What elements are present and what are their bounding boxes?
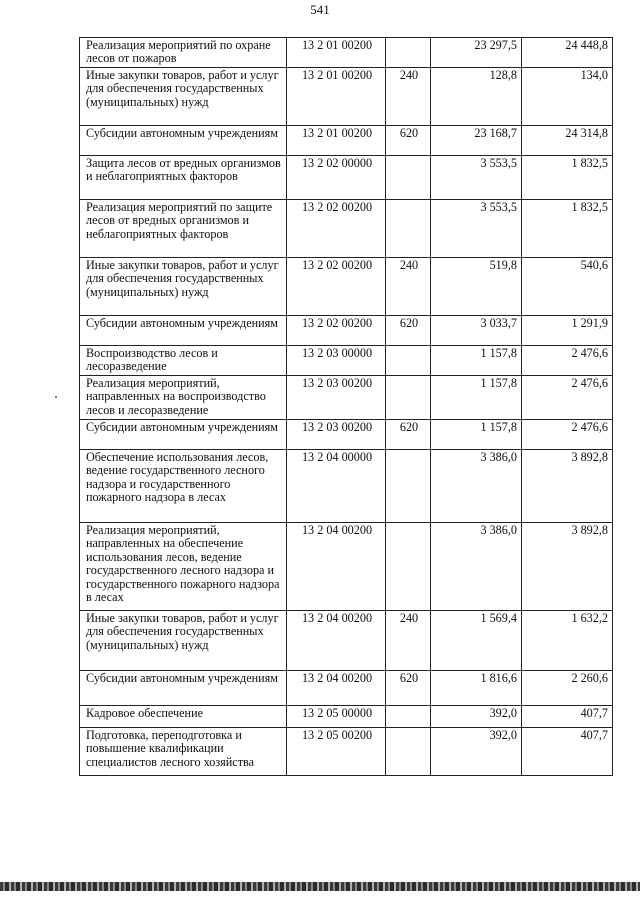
row-name: Реализация мероприятий, направленных на обеспечение использования лесов, ведение государственного лесного надзора и государственного пожарного надзора в лесах (80, 523, 287, 611)
row-expense-type: 620 (386, 316, 431, 346)
row-code: 13 2 03 00200 (287, 376, 386, 420)
row-expense-type: 240 (386, 68, 431, 126)
row-amount-1: 3 553,5 (431, 200, 522, 258)
row-name: Реализация мероприятий по охране лесов от пожаров (80, 38, 287, 68)
row-amount-1: 1 569,4 (431, 611, 522, 671)
row-amount-2: 407,7 (522, 706, 613, 728)
row-expense-type: 240 (386, 258, 431, 316)
table-row (80, 376, 613, 420)
row-name: Подготовка, переподготовка и повышение квалификации специалистов лесного хозяйства (80, 728, 287, 776)
row-expense-type: 240 (386, 611, 431, 671)
row-name: Субсидии автономным учреждениям (80, 126, 287, 156)
table-row (80, 450, 613, 523)
table-row (80, 671, 613, 706)
row-expense-type (386, 376, 431, 420)
row-expense-type (386, 450, 431, 523)
row-amount-1: 1 816,6 (431, 671, 522, 706)
row-name: Иные закупки товаров, работ и услуг для обеспечения государственных (муниципальных) нужд (80, 611, 287, 671)
row-expense-type (386, 728, 431, 776)
row-name: Иные закупки товаров, работ и услуг для обеспечения государственных (муниципальных) нужд (80, 68, 287, 126)
row-name: Иные закупки товаров, работ и услуг для обеспечения государственных (муниципальных) нужд (80, 258, 287, 316)
row-expense-type (386, 346, 431, 376)
row-amount-2: 3 892,8 (522, 450, 613, 523)
row-expense-type: 620 (386, 126, 431, 156)
row-amount-1: 128,8 (431, 68, 522, 126)
row-name: Защита лесов от вредных организмов и неблагоприятных факторов (80, 156, 287, 200)
row-code: 13 2 02 00200 (287, 258, 386, 316)
row-amount-2: 1 832,5 (522, 156, 613, 200)
row-code: 13 2 01 00200 (287, 38, 386, 68)
row-expense-type: 620 (386, 420, 431, 450)
row-name: Субсидии автономным учреждениям (80, 420, 287, 450)
row-name: Реализация мероприятий по защите лесов от вредных организмов и неблагоприятных факторов (80, 200, 287, 258)
row-amount-2: 2 476,6 (522, 346, 613, 376)
table-row (80, 38, 613, 68)
row-code: 13 2 05 00200 (287, 728, 386, 776)
table-row (80, 420, 613, 450)
row-amount-1: 3 386,0 (431, 523, 522, 611)
row-amount-2: 24 314,8 (522, 126, 613, 156)
row-amount-2: 407,7 (522, 728, 613, 776)
table-row (80, 706, 613, 728)
table-row (80, 156, 613, 200)
row-code: 13 2 04 00200 (287, 611, 386, 671)
row-code: 13 2 01 00200 (287, 126, 386, 156)
row-expense-type (386, 706, 431, 728)
table-row (80, 126, 613, 156)
row-expense-type (386, 38, 431, 68)
row-code: 13 2 03 00000 (287, 346, 386, 376)
row-amount-2: 134,0 (522, 68, 613, 126)
row-amount-2: 1 291,9 (522, 316, 613, 346)
row-amount-1: 1 157,8 (431, 376, 522, 420)
row-amount-1: 1 157,8 (431, 346, 522, 376)
row-amount-1: 392,0 (431, 706, 522, 728)
row-code: 13 2 04 00200 (287, 671, 386, 706)
page-number: 541 (310, 2, 330, 17)
budget-table (79, 37, 613, 776)
table-row (80, 346, 613, 376)
row-amount-1: 3 386,0 (431, 450, 522, 523)
row-code: 13 2 01 00200 (287, 68, 386, 126)
row-amount-2: 1 632,2 (522, 611, 613, 671)
table-row (80, 316, 613, 346)
row-code: 13 2 02 00000 (287, 156, 386, 200)
table-row (80, 728, 613, 776)
row-code: 13 2 03 00200 (287, 420, 386, 450)
row-amount-2: 2 476,6 (522, 420, 613, 450)
row-amount-2: 3 892,8 (522, 523, 613, 611)
row-name: Субсидии автономным учреждениям (80, 671, 287, 706)
row-amount-1: 392,0 (431, 728, 522, 776)
row-amount-2: 24 448,8 (522, 38, 613, 68)
table-row (80, 523, 613, 611)
row-amount-1: 3 033,7 (431, 316, 522, 346)
row-amount-1: 519,8 (431, 258, 522, 316)
row-code: 13 2 05 00000 (287, 706, 386, 728)
row-name: Обеспечение использования лесов, ведение государственного лесного надзора и государственного пожарного надзора в лесах (80, 450, 287, 523)
row-amount-2: 2 260,6 (522, 671, 613, 706)
row-amount-1: 1 157,8 (431, 420, 522, 450)
scan-speck (55, 396, 57, 398)
row-expense-type (386, 200, 431, 258)
row-expense-type (386, 156, 431, 200)
row-code: 13 2 04 00200 (287, 523, 386, 611)
row-amount-1: 3 553,5 (431, 156, 522, 200)
scan-edge-strip (0, 882, 640, 891)
row-code: 13 2 02 00200 (287, 316, 386, 346)
table-row (80, 68, 613, 126)
row-code: 13 2 04 00000 (287, 450, 386, 523)
table-row (80, 611, 613, 671)
row-name: Реализация мероприятий, направленных на воспроизводство лесов и лесоразведение (80, 376, 287, 420)
row-code: 13 2 02 00200 (287, 200, 386, 258)
row-amount-1: 23 168,7 (431, 126, 522, 156)
table-row (80, 258, 613, 316)
row-expense-type (386, 523, 431, 611)
row-name: Субсидии автономным учреждениям (80, 316, 287, 346)
row-name: Кадровое обеспечение (80, 706, 287, 728)
row-amount-1: 23 297,5 (431, 38, 522, 68)
row-amount-2: 1 832,5 (522, 200, 613, 258)
row-amount-2: 2 476,6 (522, 376, 613, 420)
row-expense-type: 620 (386, 671, 431, 706)
table-row (80, 200, 613, 258)
row-amount-2: 540,6 (522, 258, 613, 316)
row-name: Воспроизводство лесов и лесоразведение (80, 346, 287, 376)
